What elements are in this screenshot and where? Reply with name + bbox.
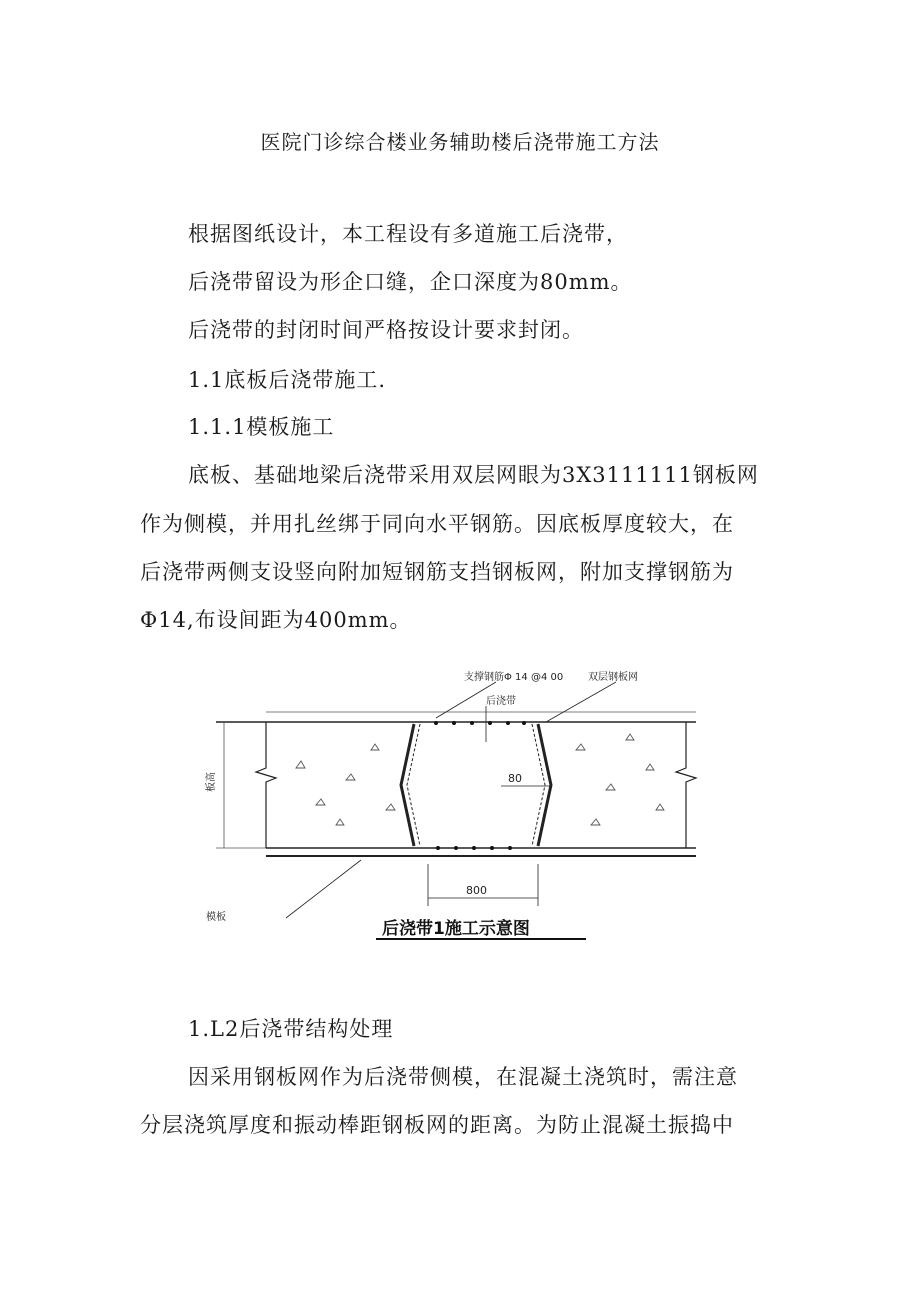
formwork-paragraph-line-3: 后浇带两侧支设竖向附加短钢筋支挡钢板网，附加支撑钢筋为 xyxy=(140,560,734,584)
double-mesh-label: 双层钢板网 xyxy=(588,672,638,683)
document-title: 医院门诊综合楼业务辅助楼后浇带施工方法 xyxy=(260,130,660,154)
structure-paragraph-line-1: 因采用钢板网作为后浇带侧模，在混凝土浇筑时，需注意 xyxy=(188,1065,738,1089)
concrete-aggregate xyxy=(296,734,664,825)
section-heading-1-1-1: 1.1.1模板施工 xyxy=(188,415,335,439)
post-pour-strip-diagram xyxy=(196,660,716,950)
left-break-mark xyxy=(256,722,276,848)
section-heading-1-1-2: 1.L2后浇带结构处理 xyxy=(188,1017,394,1041)
thickness-label: 板高 xyxy=(206,772,217,792)
double-mesh-leader xyxy=(546,682,616,722)
formwork-paragraph-line-2: 作为侧模，并用扎丝绑于同向水平钢筋。因底板厚度较大，在 xyxy=(140,512,734,536)
support-rebar-label: 支撑钢筋Φ 14 @4 00 xyxy=(464,672,564,683)
width-label: 800 xyxy=(466,884,487,897)
formwork-leader xyxy=(286,860,361,918)
structure-paragraph-line-2: 分层浇筑厚度和振动棒距钢板网的距离。为防止混凝土振捣中 xyxy=(140,1113,734,1137)
figure-caption: 后浇带1施工示意图 xyxy=(382,919,530,939)
intro-line-3: 后浇带的封闭时间严格按设计要求封闭。 xyxy=(188,318,584,342)
rebar-dots xyxy=(434,721,526,850)
formwork-paragraph-line-4: Φ14,布设间距为400mm。 xyxy=(140,608,412,632)
formwork-paragraph-line-1: 底板、基础地梁后浇带采用双层网眼为3X3111111钢板网 xyxy=(188,463,759,487)
post-pour-label: 后浇带 xyxy=(486,696,516,707)
intro-line-2: 后浇带留设为形企口缝，企口深度为80mm。 xyxy=(188,270,633,294)
intro-line-1: 根据图纸设计，本工程设有多道施工后浇带， xyxy=(188,222,628,246)
section-heading-1-1: 1.1底板后浇带施工. xyxy=(188,368,387,392)
right-break-mark xyxy=(676,722,696,848)
formwork-label: 模板 xyxy=(206,912,226,923)
depth-label: 80 xyxy=(508,772,522,785)
